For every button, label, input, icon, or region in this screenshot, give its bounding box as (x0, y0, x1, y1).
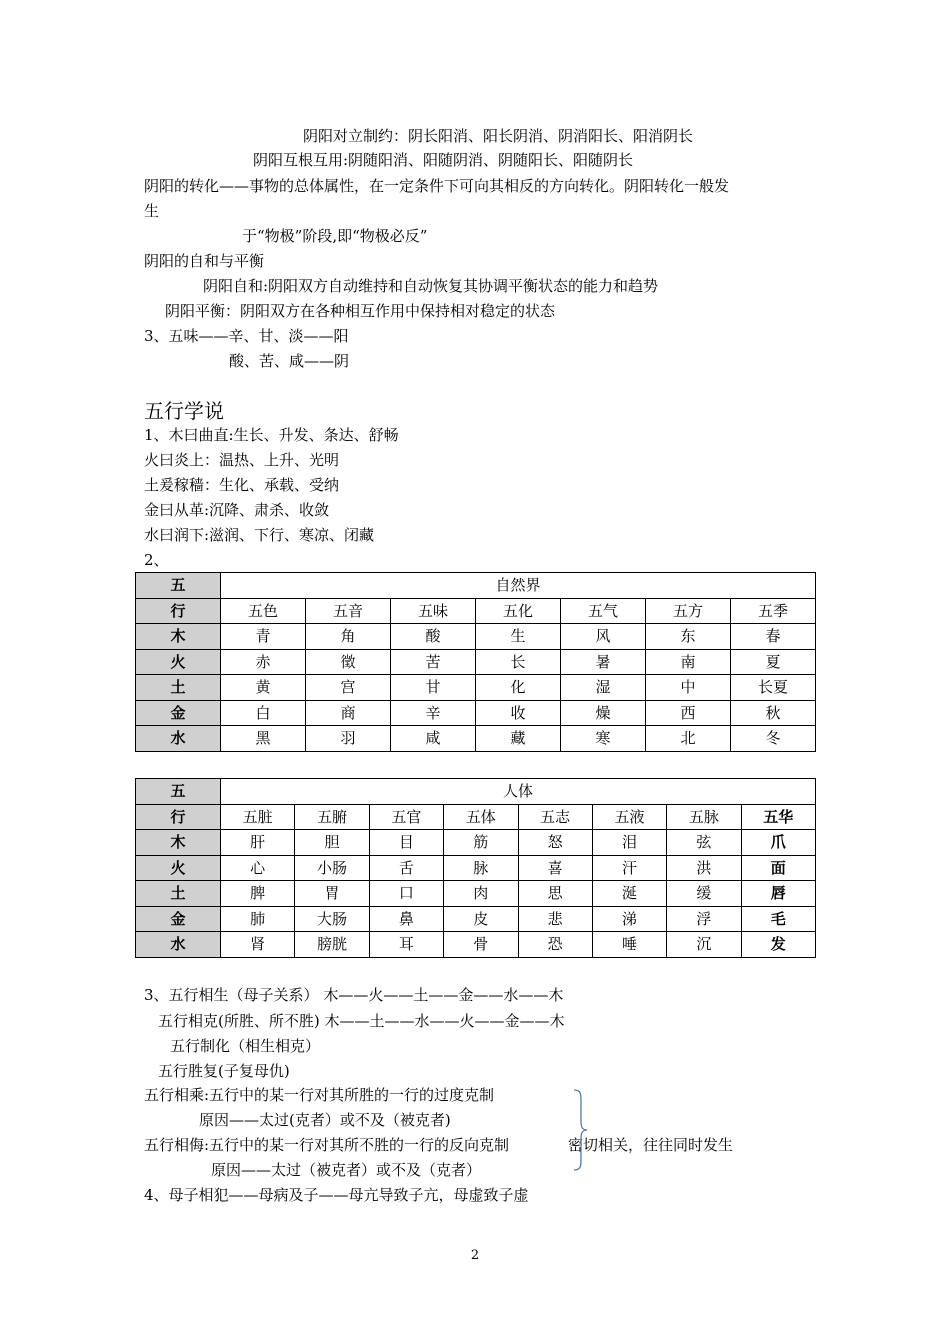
column-header: 五体 (444, 804, 518, 830)
column-header: 五味 (391, 598, 476, 624)
table-cell: 收 (476, 700, 561, 726)
column-header: 五色 (221, 598, 306, 624)
table-cell: 化 (476, 675, 561, 701)
table-cell: 肺 (221, 906, 295, 932)
table-cell: 喜 (518, 855, 592, 881)
relations-note: 密切相关，往往同时发生 (568, 1136, 734, 1154)
column-header: 五志 (518, 804, 592, 830)
table-cell: 脾 (221, 881, 295, 907)
table-cell: 唾 (592, 932, 666, 958)
row-label: 土 (136, 675, 221, 701)
table-cell: 秋 (731, 700, 816, 726)
table-cell: 小肠 (295, 855, 369, 881)
table-cell: 角 (306, 624, 391, 650)
yinyang-line-8: 阴阳平衡：阴阳双方在各种相互作用中保持相对稳定的状态 (165, 302, 556, 320)
table-cell: 赤 (221, 649, 306, 675)
row-label: 金 (136, 700, 221, 726)
table-row (136, 906, 816, 932)
corner-top: 五 (136, 573, 221, 599)
row-label: 金 (136, 906, 221, 932)
table-cell: 黄 (221, 675, 306, 701)
table-cell: 青 (221, 624, 306, 650)
table-cell: 目 (369, 830, 443, 856)
table-cell: 黑 (221, 726, 306, 752)
table-cell: 商 (306, 700, 391, 726)
corner-top: 五 (136, 779, 221, 805)
table-cell: 中 (646, 675, 731, 701)
relations-line-1: 3、五行相生（母子关系） 木——火——土——金——水——木 (144, 986, 564, 1004)
table-cell: 涕 (592, 906, 666, 932)
group-header: 人体 (221, 779, 816, 805)
right-brace-icon (572, 1088, 590, 1172)
table-cell: 寒 (561, 726, 646, 752)
table-cell: 辛 (391, 700, 476, 726)
table-cell: 白 (221, 700, 306, 726)
table-cell: 燥 (561, 700, 646, 726)
yinyang-line-2: 阴阳互根互用:阴随阳消、阳随阴消、阴随阳长、阳随阴长 (253, 151, 634, 169)
column-header: 五音 (306, 598, 391, 624)
relations-line-4: 五行胜复(子复母仇) (158, 1062, 290, 1080)
wuxing-line-2: 火曰炎上：温热、上升、光明 (144, 451, 340, 469)
table-cell: 浮 (667, 906, 741, 932)
table-cell: 胃 (295, 881, 369, 907)
column-header: 五液 (592, 804, 666, 830)
table-cell: 生 (476, 624, 561, 650)
table-cell: 悲 (518, 906, 592, 932)
table-cell: 发 (741, 932, 815, 958)
relations-line-3: 五行制化（相生相克） (170, 1037, 321, 1055)
table-cell: 咸 (391, 726, 476, 752)
corner-bottom: 行 (136, 804, 221, 830)
column-header: 五腑 (295, 804, 369, 830)
table-cell: 筋 (444, 830, 518, 856)
table-cell: 长 (476, 649, 561, 675)
table-cell: 泪 (592, 830, 666, 856)
relations-line-5: 五行相乘:五行中的某一行对其所胜的一行的过度克制 (144, 1086, 495, 1104)
table-cell: 面 (741, 855, 815, 881)
yinyang-line-3: 阴阳的转化——事物的总体属性，在一定条件下可向其相反的方向转化。阴阳转化一般发 (144, 177, 730, 195)
relations-line-2: 五行相克(所胜、所不胜) 木——土——水——火——金——木 (158, 1012, 565, 1030)
table-cell: 南 (646, 649, 731, 675)
table-cell: 汗 (592, 855, 666, 881)
relations-line-9: 4、母子相犯——母病及子——母亢导致子亢，母虚致子虚 (144, 1186, 529, 1204)
table-cell: 舌 (369, 855, 443, 881)
table-cell: 耳 (369, 932, 443, 958)
row-label: 土 (136, 881, 221, 907)
row-label: 木 (136, 624, 221, 650)
relations-line-6: 原因——太过(克者）或不及（被克者) (199, 1111, 451, 1129)
table-cell: 苦 (391, 649, 476, 675)
table-cell: 恐 (518, 932, 592, 958)
column-header: 五脏 (221, 804, 295, 830)
body-table (135, 778, 816, 958)
section-title: 五行学说 (144, 399, 224, 423)
table-cell: 酸 (391, 624, 476, 650)
table-cell: 大肠 (295, 906, 369, 932)
yinyang-line-5: 于“物极”阶段,即“物极必反” (242, 227, 428, 245)
table-cell: 唇 (741, 881, 815, 907)
yinyang-line-1: 阴阳对立制约：阴长阳消、阳长阴消、阴消阳长、阳消阴长 (303, 127, 694, 145)
group-header: 自然界 (221, 573, 816, 599)
table-cell: 爪 (741, 830, 815, 856)
table-cell: 涎 (592, 881, 666, 907)
table-row (136, 700, 816, 726)
table-row (136, 881, 816, 907)
table-cell: 皮 (444, 906, 518, 932)
table-row (136, 855, 816, 881)
table-cell: 北 (646, 726, 731, 752)
table-row (136, 649, 816, 675)
table-cell: 冬 (731, 726, 816, 752)
table-cell: 春 (731, 624, 816, 650)
column-header: 五官 (369, 804, 443, 830)
column-header: 五化 (476, 598, 561, 624)
table-cell: 风 (561, 624, 646, 650)
relations-line-8: 原因——太过（被克者）或不及（克者） (211, 1161, 482, 1179)
table-cell: 心 (221, 855, 295, 881)
column-header: 五季 (731, 598, 816, 624)
table-cell: 胆 (295, 830, 369, 856)
table-cell: 肾 (221, 932, 295, 958)
table-cell: 口 (369, 881, 443, 907)
table-cell: 鼻 (369, 906, 443, 932)
row-label: 火 (136, 855, 221, 881)
wuxing-line-4: 金曰从革:沉降、肃杀、收敛 (144, 501, 330, 519)
table-row (136, 726, 816, 752)
table-cell: 弦 (667, 830, 741, 856)
table-cell: 脉 (444, 855, 518, 881)
row-label: 水 (136, 726, 221, 752)
table-cell: 甘 (391, 675, 476, 701)
nature-table (135, 572, 816, 752)
wuxing-line-3: 土爰稼穑：生化、承载、受纳 (144, 476, 340, 494)
table-row (136, 675, 816, 701)
row-label: 木 (136, 830, 221, 856)
column-header: 五脉 (667, 804, 741, 830)
corner-bottom: 行 (136, 598, 221, 624)
table-cell: 毛 (741, 906, 815, 932)
table-row (136, 830, 816, 856)
table-cell: 暑 (561, 649, 646, 675)
table-cell: 沉 (667, 932, 741, 958)
table-cell: 长夏 (731, 675, 816, 701)
yinyang-line-9: 3、五味——辛、甘、淡——阳 (144, 327, 349, 345)
page-number: 2 (470, 1248, 480, 1263)
table-cell: 思 (518, 881, 592, 907)
table-cell: 东 (646, 624, 731, 650)
table-cell: 骨 (444, 932, 518, 958)
column-header: 五华 (741, 804, 815, 830)
row-label: 火 (136, 649, 221, 675)
yinyang-line-7: 阴阳自和:阴阳双方自动维持和自动恢复其协调平衡状态的能力和趋势 (203, 277, 659, 295)
table-row (136, 932, 816, 958)
table-cell: 湿 (561, 675, 646, 701)
wuxing-line-1: 1、木曰曲直:生长、升发、条达、舒畅 (144, 426, 399, 444)
wuxing-line-6: 2、 (144, 551, 169, 569)
yinyang-line-4: 生 (144, 202, 160, 220)
yinyang-line-10: 酸、苦、咸——阴 (229, 352, 350, 370)
table-cell: 缓 (667, 881, 741, 907)
yinyang-line-6: 阴阳的自和与平衡 (144, 252, 265, 270)
table-cell: 夏 (731, 649, 816, 675)
table-cell: 膀胱 (295, 932, 369, 958)
table-row (136, 624, 816, 650)
column-header: 五方 (646, 598, 731, 624)
table-cell: 西 (646, 700, 731, 726)
table-cell: 藏 (476, 726, 561, 752)
table-cell: 羽 (306, 726, 391, 752)
table-cell: 徵 (306, 649, 391, 675)
row-label: 水 (136, 932, 221, 958)
column-header: 五气 (561, 598, 646, 624)
table-cell: 洪 (667, 855, 741, 881)
table-cell: 怒 (518, 830, 592, 856)
table-cell: 肝 (221, 830, 295, 856)
table-cell: 肉 (444, 881, 518, 907)
wuxing-line-5: 水曰润下:滋润、下行、寒凉、闭藏 (144, 526, 375, 544)
relations-line-7: 五行相侮:五行中的某一行对其所不胜的一行的反向克制 (144, 1136, 510, 1154)
table-cell: 宫 (306, 675, 391, 701)
